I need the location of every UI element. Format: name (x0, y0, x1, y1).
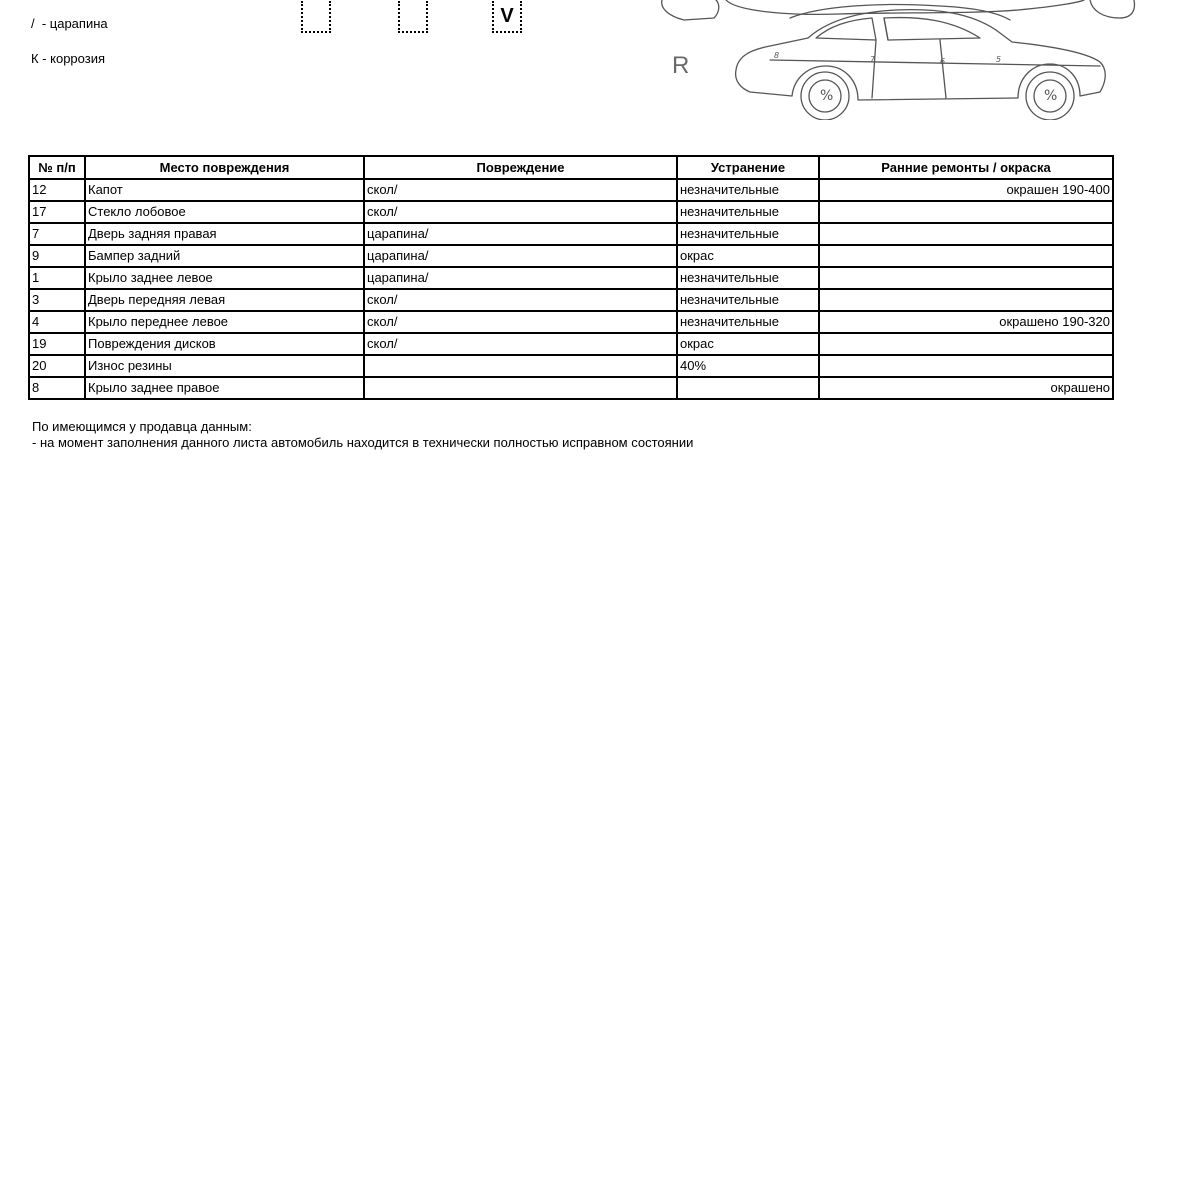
checkbox-1[interactable] (301, 1, 331, 33)
car-diagram (640, 0, 1152, 120)
legend-corrosion: К - коррозия (31, 51, 105, 66)
notes-line-2: - на момент заполнения данного листа автомобиль находится в технически полностью исправном состоянии (32, 435, 694, 450)
cell-no: 4 (29, 311, 85, 333)
cell-place: Стекло лобовое (85, 201, 364, 223)
wheel-mark: % (820, 88, 834, 104)
cell-fix: незначительные (677, 201, 819, 223)
cell-place: Крыло заднее правое (85, 377, 364, 399)
header-repairs: Ранние ремонты / окраска (819, 156, 1113, 179)
cell-repairs: окрашено (819, 377, 1113, 399)
header-no: № п/п (29, 156, 85, 179)
panel-number: 8 (774, 51, 780, 60)
cell-damage: скол/ (364, 289, 677, 311)
table-row (29, 377, 1113, 399)
cell-repairs (819, 355, 1113, 377)
cell-fix: незначительные (677, 289, 819, 311)
car-window-front (884, 18, 980, 40)
notes-line-1: По имеющимся у продавца данным: (32, 419, 252, 434)
header-damage: Повреждение (364, 156, 677, 179)
cell-no: 3 (29, 289, 85, 311)
cell-damage: царапина/ (364, 267, 677, 289)
cell-repairs (819, 201, 1113, 223)
cell-no: 17 (29, 201, 85, 223)
cell-damage: скол/ (364, 333, 677, 355)
cell-place: Крыло заднее левое (85, 267, 364, 289)
cell-fix: незначительные (677, 267, 819, 289)
table-row (29, 179, 1113, 201)
cell-repairs (819, 245, 1113, 267)
panel-number: 7 (870, 55, 876, 64)
cell-damage (364, 377, 677, 399)
cell-repairs (819, 289, 1113, 311)
cell-fix: 40% (677, 355, 819, 377)
table-row (29, 201, 1113, 223)
table-row (29, 355, 1113, 377)
car-door-lines (872, 18, 946, 98)
seller-notes (32, 419, 693, 451)
table-row (29, 311, 1113, 333)
checkbox-2[interactable] (398, 1, 428, 33)
cell-no: 20 (29, 355, 85, 377)
cell-no: 9 (29, 245, 85, 267)
cell-no: 12 (29, 179, 85, 201)
header-fix: Устранение (677, 156, 819, 179)
cell-no: 19 (29, 333, 85, 355)
cell-place: Дверь передняя левая (85, 289, 364, 311)
wheel-mark: % (1044, 88, 1058, 104)
view-label: R (672, 52, 690, 79)
car-side-body (736, 10, 1106, 100)
cell-place: Бампер задний (85, 245, 364, 267)
cell-repairs: окрашено 190-320 (819, 311, 1113, 333)
cell-no: 7 (29, 223, 85, 245)
cell-damage: скол/ (364, 201, 677, 223)
panel-number: 6 (940, 57, 946, 66)
cell-place: Дверь задняя правая (85, 223, 364, 245)
cell-place: Повреждения дисков (85, 333, 364, 355)
cell-repairs (819, 223, 1113, 245)
cell-damage: скол/ (364, 311, 677, 333)
cell-fix: незначительные (677, 179, 819, 201)
table-row (29, 333, 1113, 355)
table-row (29, 289, 1113, 311)
cell-fix: незначительные (677, 223, 819, 245)
cell-fix: окрас (677, 245, 819, 267)
table-row (29, 267, 1113, 289)
cell-damage (364, 355, 677, 377)
table-header-row (29, 156, 1113, 179)
cell-place: Износ резины (85, 355, 364, 377)
cell-damage: царапина/ (364, 223, 677, 245)
cell-fix (677, 377, 819, 399)
cell-no: 1 (29, 267, 85, 289)
cell-repairs: окрашен 190-400 (819, 179, 1113, 201)
cell-repairs (819, 333, 1113, 355)
cell-no: 8 (29, 377, 85, 399)
car-window-rear (816, 18, 876, 40)
header-place: Место повреждения (85, 156, 364, 179)
cell-place: Крыло переднее левое (85, 311, 364, 333)
cell-place: Капот (85, 179, 364, 201)
table-row (29, 245, 1113, 267)
cell-damage: царапина/ (364, 245, 677, 267)
cell-damage: скол/ (364, 179, 677, 201)
cell-fix: окрас (677, 333, 819, 355)
table-row (29, 223, 1113, 245)
cell-fix: незначительные (677, 311, 819, 333)
checkbox-3[interactable]: V (492, 1, 522, 33)
cell-repairs (819, 267, 1113, 289)
legend-scratch: / - царапина (31, 16, 108, 31)
damage-table (28, 155, 1114, 400)
panel-number: 5 (996, 55, 1002, 64)
